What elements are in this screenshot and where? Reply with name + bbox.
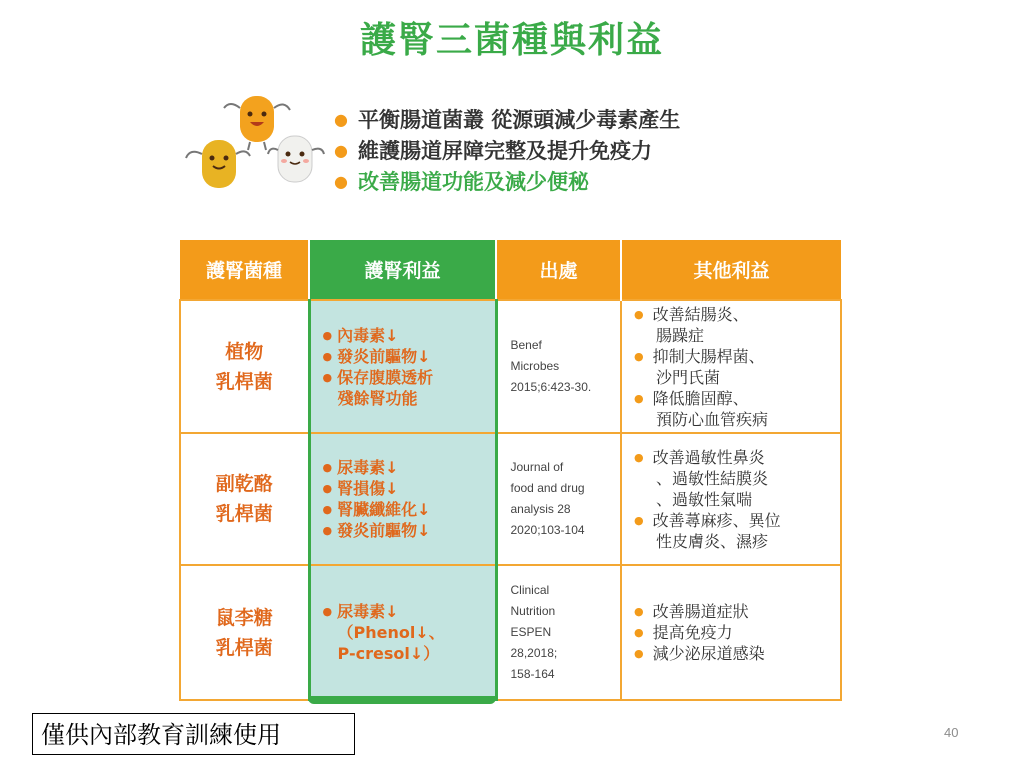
bullet-dot-icon: ● bbox=[334, 141, 348, 160]
header-other: 其他利益 bbox=[621, 240, 841, 300]
table-row bbox=[180, 433, 841, 565]
strain-cell: 副乾酪 乳桿菌 bbox=[180, 433, 309, 565]
bullet-dot-icon: ● bbox=[634, 605, 644, 618]
bullet-dot-icon: ● bbox=[634, 349, 644, 363]
highlight-list bbox=[334, 104, 680, 197]
benefit-cell: ● 尿毒素↓ （Phenol↓、 P-cresol↓） bbox=[309, 565, 496, 700]
highlight-item: ● 平衡腸道菌叢 從源頭減少毒素產生 bbox=[334, 108, 681, 132]
bullet-dot-icon: ● bbox=[322, 524, 333, 537]
bullet-dot-icon: ● bbox=[322, 503, 333, 516]
page-title: 護腎三菌種與利益 bbox=[359, 20, 664, 61]
table-row bbox=[180, 565, 841, 700]
bullet-dot-icon: ● bbox=[322, 328, 333, 342]
header-benefit: 護腎利益 bbox=[309, 240, 496, 300]
other-benefit-cell: ● 改善結腸炎、 腸躁症 ● 抑制大腸桿菌、 沙門氏菌 ● 降低膽固醇、 預防心血管疾病 bbox=[621, 300, 841, 433]
header-strain: 護腎菌種 bbox=[180, 240, 309, 300]
probiotic-mascot-orange-icon bbox=[224, 96, 290, 150]
bullet-dot-icon: ● bbox=[634, 450, 644, 464]
probiotic-mascots-illustration bbox=[180, 88, 330, 198]
internal-use-label: 僅供內部教育訓練使用 bbox=[32, 713, 355, 755]
source-cell: Clinical Nutrition ESPEN 28,2018; 158-164 bbox=[496, 565, 621, 700]
benefit-cell: ● 尿毒素↓ ● 腎損傷↓ ● 腎臟纖維化↓ ● 發炎前驅物↓ bbox=[309, 433, 496, 565]
source-cell: Benef Microbes 2015;6:423-30. bbox=[496, 300, 621, 433]
bullet-dot-icon: ● bbox=[322, 370, 333, 384]
probiotic-mascot-yellow-icon bbox=[186, 140, 250, 188]
bullet-dot-icon: ● bbox=[634, 647, 644, 660]
table-row bbox=[180, 300, 841, 433]
other-benefit-cell: ● 改善過敏性鼻炎 、過敏性結膜炎 、過敏性氣喘 ● 改善蕁麻疹、異位 性皮膚炎、濕疹 bbox=[621, 433, 841, 565]
highlight-item: ● 維護腸道屏障完整及提升免疫力 bbox=[334, 139, 652, 163]
table-header-row bbox=[180, 240, 841, 300]
benefit-column-cap bbox=[308, 696, 496, 704]
bullet-dot-icon: ● bbox=[634, 626, 644, 639]
bullet-dot-icon: ● bbox=[634, 307, 644, 321]
header-source: 出處 bbox=[496, 240, 621, 300]
bullet-dot-icon: ● bbox=[322, 482, 333, 495]
probiotic-mascot-white-icon bbox=[268, 136, 324, 182]
strain-cell: 植物 乳桿菌 bbox=[180, 300, 309, 433]
bullet-dot-icon: ● bbox=[322, 461, 333, 474]
source-cell: Journal of food and drug analysis 28 2020;103-104 bbox=[496, 433, 621, 565]
benefit-cell: ● 內毒素↓ ● 發炎前驅物↓ ● 保存腹膜透析 殘餘腎功能 bbox=[309, 300, 496, 433]
other-benefit-cell: ● 改善腸道症狀 ● 提高免疫力 ● 減少泌尿道感染 bbox=[621, 565, 841, 700]
highlight-item: ● 改善腸道功能及減少便秘 bbox=[334, 170, 589, 194]
page-number: 40 bbox=[944, 725, 959, 740]
bullet-dot-icon: ● bbox=[634, 513, 644, 527]
benefits-table bbox=[179, 240, 842, 701]
bullet-dot-icon: ● bbox=[334, 110, 348, 129]
bullet-dot-icon: ● bbox=[634, 391, 644, 405]
bullet-dot-icon: ● bbox=[334, 172, 348, 191]
strain-cell: 鼠李糖 乳桿菌 bbox=[180, 565, 309, 700]
bullet-dot-icon: ● bbox=[322, 349, 333, 363]
bullet-dot-icon: ● bbox=[322, 605, 333, 618]
